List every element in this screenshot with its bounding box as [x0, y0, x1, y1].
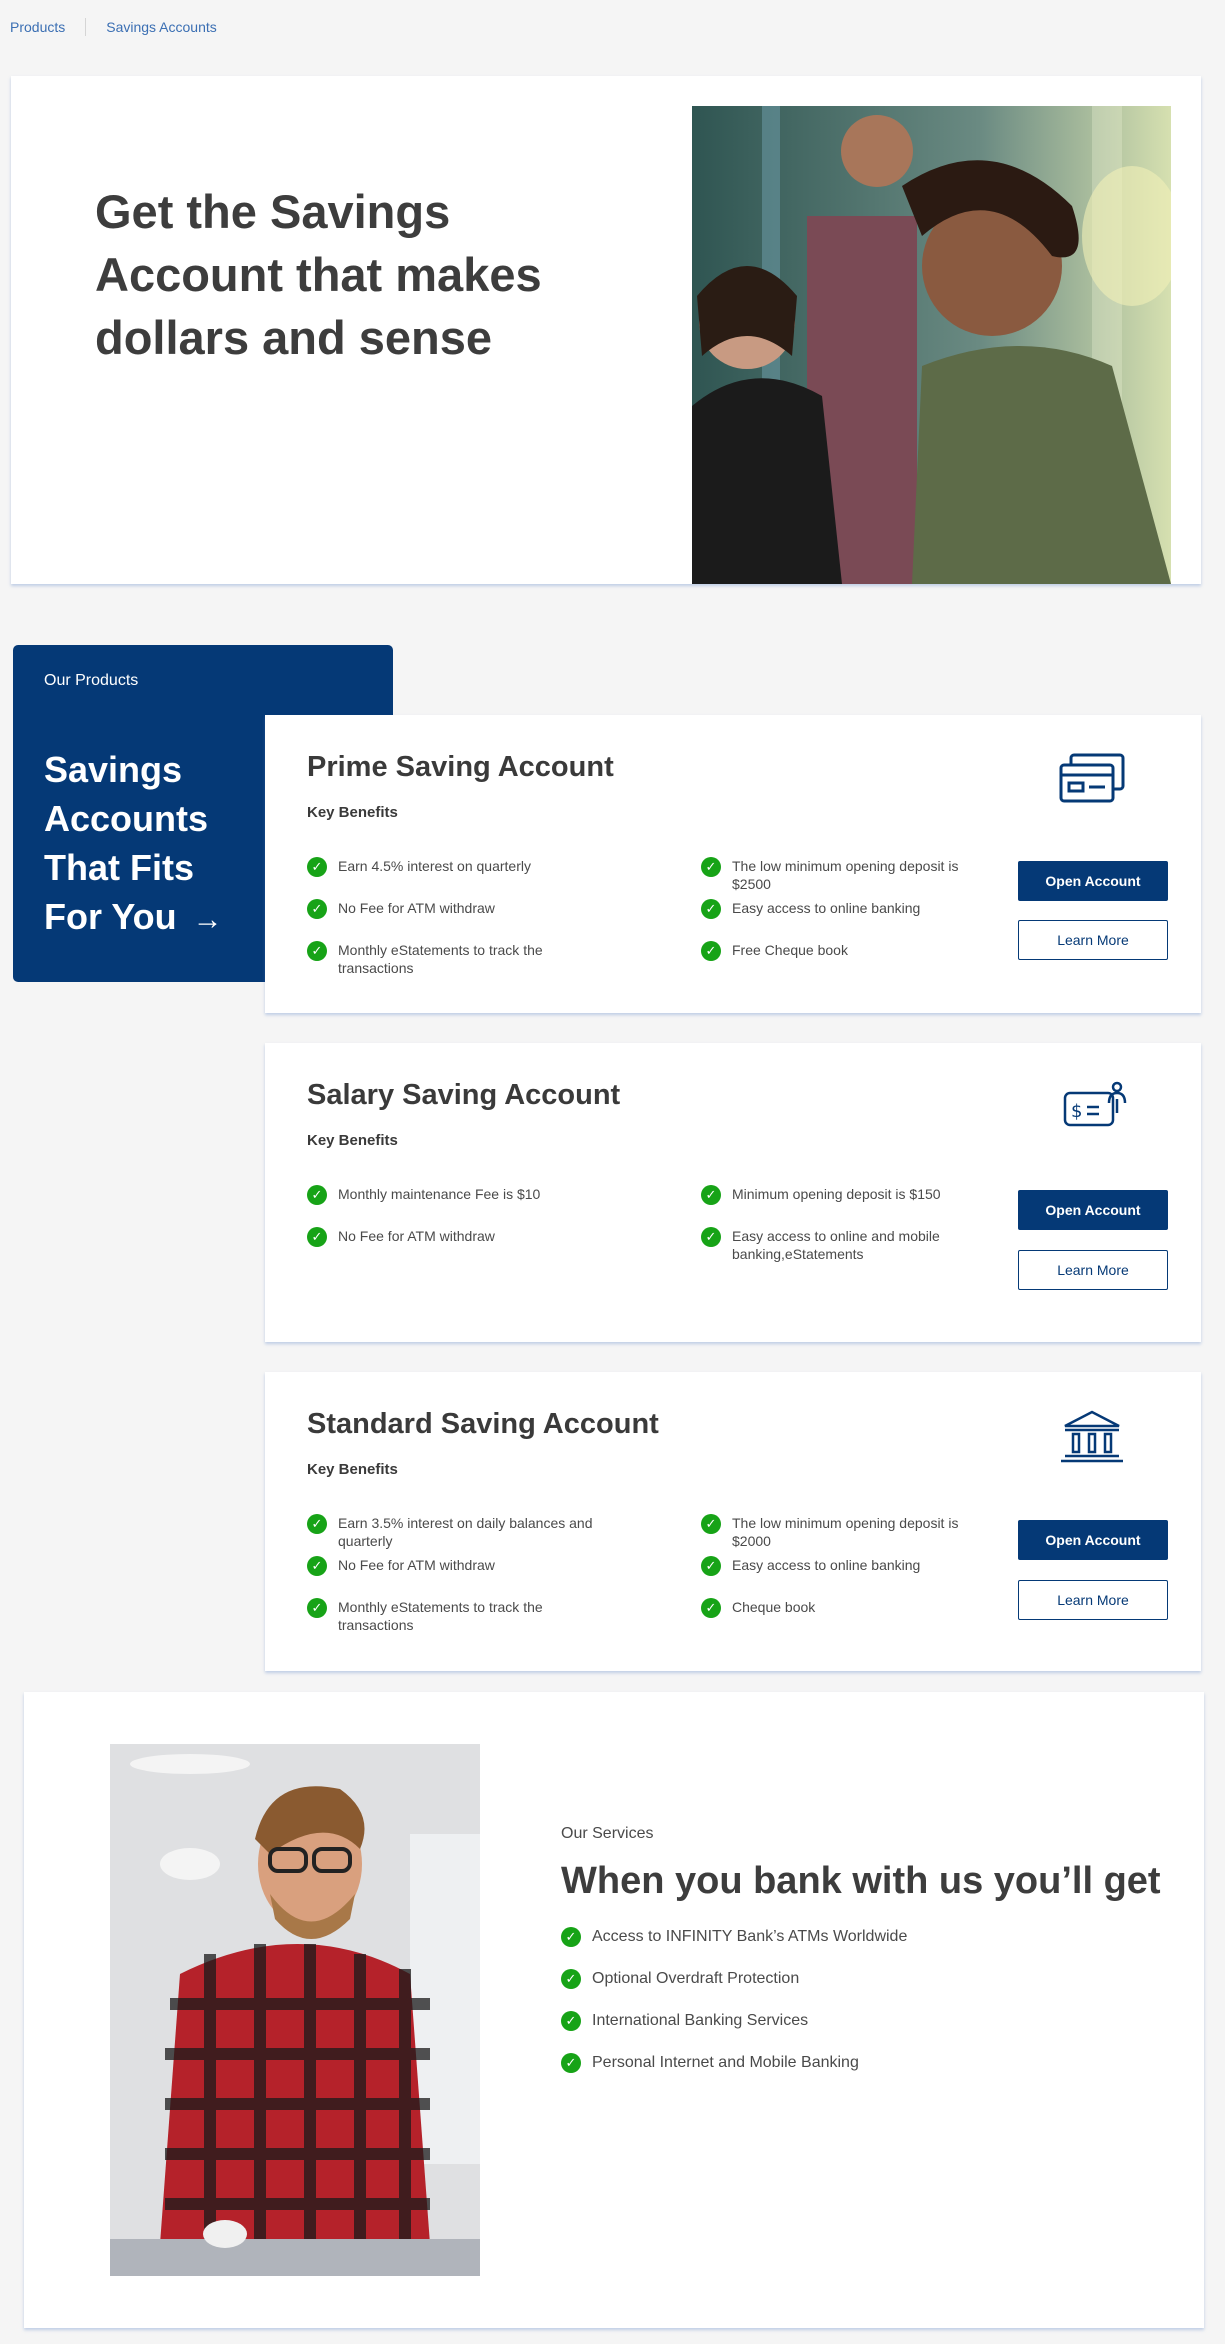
- benefit-item: [701, 1598, 971, 1618]
- benefit-text: Earn 4.5% interest on quarterly: [338, 858, 531, 874]
- hero-image: [692, 106, 1171, 584]
- product-card-salary: [265, 1043, 1201, 1342]
- hero-title: Get the Savings Account that makes dollars and sense: [95, 185, 542, 364]
- benefit-item: [307, 941, 597, 977]
- benefit-item: [307, 899, 597, 919]
- service-item: [561, 1927, 907, 1947]
- product-card-standard: [265, 1372, 1201, 1671]
- benefit-item: [701, 1185, 971, 1205]
- learn-more-button[interactable]: Learn More: [1018, 1250, 1168, 1290]
- check-icon: ✓: [701, 1598, 721, 1618]
- service-text: International Banking Services: [592, 2012, 809, 2029]
- hero-section: [11, 76, 1201, 584]
- open-account-button[interactable]: Open Account: [1018, 861, 1168, 901]
- service-item: [561, 2053, 859, 2073]
- benefit-text: Cheque book: [732, 1599, 816, 1615]
- check-icon: ✓: [701, 899, 721, 919]
- card-title: Standard Saving Account: [307, 1408, 659, 1440]
- benefit-item: [701, 1227, 971, 1263]
- card-subtitle: Key Benefits: [307, 1132, 398, 1149]
- svg-text:$: $: [1071, 1101, 1083, 1122]
- benefit-item: [307, 1556, 597, 1576]
- arrow-right-icon[interactable]: →: [192, 903, 223, 936]
- product-card-prime: [265, 715, 1201, 1013]
- services-image: [110, 1744, 480, 2276]
- benefit-text: Monthly maintenance Fee is $10: [338, 1186, 541, 1202]
- benefit-item: [307, 1227, 597, 1247]
- check-icon: ✓: [307, 1556, 327, 1576]
- open-account-button[interactable]: Open Account: [1018, 1520, 1168, 1560]
- check-icon: ✓: [307, 857, 327, 877]
- service-item: [561, 1969, 799, 1989]
- check-icon: ✓: [701, 1556, 721, 1576]
- services-title: When you bank with us you’ll get: [561, 1860, 1161, 1902]
- benefit-item: [307, 1185, 597, 1205]
- promo-title-text: Savings Accounts That Fits For You: [44, 749, 209, 937]
- benefit-text: Earn 3.5% interest on daily balances and quarterly: [338, 1515, 593, 1549]
- benefit-item: [307, 857, 597, 877]
- service-text: Access to INFINITY Bank’s ATMs Worldwide: [592, 1928, 908, 1945]
- card-title: Prime Saving Account: [307, 751, 614, 783]
- benefit-text: The low minimum opening deposit is $2500: [732, 858, 959, 892]
- promo-kicker: Our Products: [44, 672, 139, 689]
- card-title: Salary Saving Account: [307, 1079, 621, 1111]
- check-icon: ✓: [307, 1185, 327, 1205]
- check-icon: ✓: [561, 1969, 581, 1989]
- benefit-item: [701, 941, 971, 961]
- credit-card-icon: [1057, 751, 1127, 807]
- benefit-item: [307, 1598, 597, 1634]
- check-icon: ✓: [701, 941, 721, 961]
- check-icon: ✓: [307, 899, 327, 919]
- services-kicker: Our Services: [561, 1825, 654, 1842]
- benefit-item: [701, 1556, 971, 1576]
- open-account-button[interactable]: Open Account: [1018, 1190, 1168, 1230]
- breadcrumb-savings-accounts[interactable]: Savings Accounts: [106, 19, 217, 35]
- benefit-text: Easy access to online banking: [732, 900, 921, 916]
- card-subtitle: Key Benefits: [307, 804, 398, 821]
- benefit-text: Easy access to online and mobile banking,eStatements: [732, 1228, 940, 1262]
- promo-title: [44, 745, 244, 944]
- breadcrumb-separator: [85, 18, 86, 36]
- benefit-item: [307, 1514, 597, 1550]
- benefit-text: No Fee for ATM withdraw: [338, 1228, 495, 1244]
- breadcrumb-products[interactable]: Products: [10, 19, 66, 35]
- benefit-text: The low minimum opening deposit is $2000: [732, 1515, 959, 1549]
- check-icon: ✓: [701, 1227, 721, 1247]
- breadcrumb: [10, 18, 217, 36]
- service-text: Optional Overdraft Protection: [592, 1970, 800, 1987]
- benefit-text: No Fee for ATM withdraw: [338, 900, 495, 916]
- benefit-text: Monthly eStatements to track the transactions: [338, 942, 543, 976]
- learn-more-button[interactable]: Learn More: [1018, 1580, 1168, 1620]
- benefit-item: [701, 1514, 971, 1550]
- service-text: Personal Internet and Mobile Banking: [592, 2054, 859, 2071]
- salary-cheque-icon: [1057, 1079, 1127, 1135]
- benefit-text: No Fee for ATM withdraw: [338, 1557, 495, 1573]
- card-subtitle: Key Benefits: [307, 1461, 398, 1478]
- check-icon: ✓: [307, 941, 327, 961]
- check-icon: ✓: [307, 1598, 327, 1618]
- bank-building-icon: [1057, 1408, 1127, 1464]
- benefit-text: Easy access to online banking: [732, 1557, 921, 1573]
- services-section: [24, 1692, 1204, 2328]
- benefit-item: [701, 857, 971, 893]
- check-icon: ✓: [307, 1514, 327, 1534]
- check-icon: ✓: [307, 1227, 327, 1247]
- check-icon: ✓: [701, 1514, 721, 1534]
- check-icon: ✓: [701, 857, 721, 877]
- check-icon: ✓: [561, 2053, 581, 2073]
- service-item: [561, 2011, 808, 2031]
- check-icon: ✓: [701, 1185, 721, 1205]
- benefit-item: [701, 899, 971, 919]
- benefit-text: Minimum opening deposit is $150: [732, 1186, 941, 1202]
- benefit-text: Monthly eStatements to track the transactions: [338, 1599, 543, 1633]
- check-icon: ✓: [561, 2011, 581, 2031]
- learn-more-button[interactable]: Learn More: [1018, 920, 1168, 960]
- check-icon: ✓: [561, 1927, 581, 1947]
- benefit-text: Free Cheque book: [732, 942, 848, 958]
